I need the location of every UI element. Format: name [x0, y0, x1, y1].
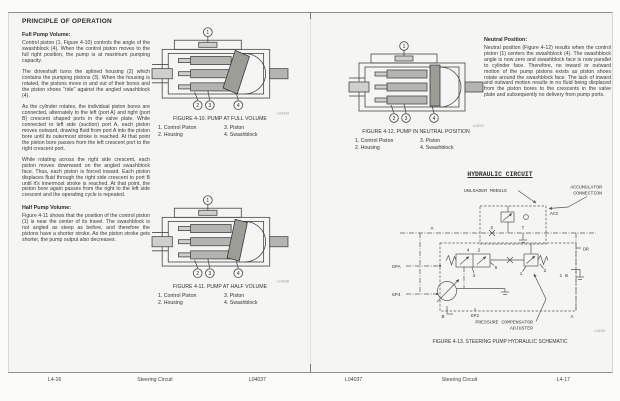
label-gpa: GPA [392, 265, 401, 270]
check-valve [524, 215, 529, 220]
footer-doc-code: L04037 [248, 377, 266, 383]
left-text-column [22, 18, 150, 249]
heading-neutral-position: Neutral Position: [484, 37, 528, 43]
heading-half-pump-volume: Half Pump Volume: [22, 205, 72, 212]
label-pressure-compensator: PRESSURE COMPENSATOR [475, 320, 533, 326]
paragraph: Control piston (1, Figure 4-10) controls the angle of the swashblock (4). When the control piston moves to the full right position, the pump is at maximum pumping capacity. [22, 40, 150, 64]
label-port-b: B [441, 315, 445, 320]
pump-full-volume-diagram [150, 24, 290, 115]
figure-4-13 [390, 182, 610, 334]
heading-hydraulic-circuit: HYDRAULIC CIRCUIT [467, 171, 533, 178]
callout-4: 4 [236, 270, 240, 277]
divider-tick-top [310, 12, 311, 19]
pump-symbol [438, 282, 457, 301]
figure-art-code: L04033 [277, 111, 289, 116]
callout-1: 1 [206, 29, 210, 36]
figure-legend [150, 293, 290, 306]
callout-4: 4 [236, 102, 240, 109]
pump-half-volume-diagram [150, 192, 290, 283]
callout-1: 1 [519, 272, 523, 277]
pump-boundary-box [440, 243, 576, 311]
footer-chapter-title: Steering Circuit [137, 377, 173, 383]
figure-caption: FIGURE 4-12. PUMP IN NEUTRAL POSITION [362, 129, 470, 135]
legend-item: 1. Control Piston [355, 138, 394, 144]
callout-3: 3 [404, 115, 408, 122]
page-center-divider [310, 12, 311, 371]
legend-item: 2. Housing [355, 144, 380, 151]
label-accumulator: ACCUMULATOR [570, 185, 602, 191]
callout-4: 4 [432, 115, 436, 122]
compensator-valve [524, 254, 538, 266]
callout-3: 3 [208, 270, 212, 277]
legend-item: 4. Swashblock [224, 131, 258, 138]
right-text-column [484, 37, 611, 105]
figure-caption: FIGURE 4-11. PUMP AT HALF VOLUME [172, 284, 268, 291]
legend-item: 3. Piston [420, 138, 441, 144]
heading-full-pump-volume: Full Pump Volume: [22, 32, 71, 38]
footer-left-page [48, 377, 266, 383]
label-connection: CONNECTION [573, 191, 602, 197]
label-dr-port: DR [583, 247, 589, 253]
figure-4-11 [150, 192, 290, 306]
legend-item: 2. Housing [158, 131, 183, 138]
callout-2: 2 [392, 115, 396, 122]
callout-1: 1 [402, 43, 406, 50]
footer-right-page [345, 377, 570, 383]
label-adjuster: ADJUSTER [509, 326, 533, 332]
figure-4-10 [150, 24, 290, 138]
footer-chapter-title: Steering Circuit [441, 377, 478, 383]
label-port-a-bottom: A [570, 315, 574, 320]
callout-5: 5 [494, 266, 498, 271]
figure-caption: FIGURE 4-13. STEERING PUMP HYDRAULIC SCHEMATIC [432, 339, 568, 345]
footer-page-number: L4-16 [48, 377, 62, 383]
figure-4-12 [347, 38, 485, 151]
spool-spring [446, 256, 456, 266]
callout-2b: 2 [543, 269, 547, 274]
paragraph: Figure 4-11 shows that the position of the control piston (1) is near the center of its travel. The swashblock is not angled as steep as before, and therefore the pistons have a shorter stroke. As the piston stroke gets shorter, the pump output also decreases. [22, 213, 150, 243]
callout-1: 1 [206, 197, 210, 204]
paragraph: While rotating across the right side crescent, each piston moves downward on the angled swashblock face. Thus, each piston is forced inward. Each piston displaces fluid through the right side crescent to port B until it's innermost stroke is reached. At that point, the piston bore again passes from the right to the left side crescent and the operating cycle is repeated. [22, 156, 150, 199]
legend-item: 3. Piston [224, 293, 245, 300]
compensator-spring [538, 256, 548, 265]
divider-tick-bottom [310, 364, 311, 372]
figure-art-code: L04037 [472, 124, 484, 128]
pump-neutral-position-diagram [347, 38, 485, 128]
label-gp4: GP4 [392, 293, 401, 298]
callout-3: 3 [472, 274, 476, 279]
figure-art-code: L04036 [277, 279, 289, 284]
footer-page-number: L4-17 [556, 377, 570, 383]
legend-item: 1. Control Piston [158, 293, 197, 300]
legend-item: 3. Piston [224, 125, 245, 132]
paragraph: Neutral position (Figure 4-12) results when the control piston (1) centers the swashblock (4). The swashblock angle is now zero and swashblock face is now parallel to cylinder face. Therefore, no inward or outward motion of the pump pistons exists as piston shoes rotate around the swashblock face. The lack of inward and outward motion results in no fluid being displaced from the piston bores to the crescents in the valve plate and subsequently no delivery from pump ports. [484, 45, 611, 99]
callout-2: 2 [196, 102, 200, 109]
label-port-t: T [521, 226, 525, 232]
figure-legend [347, 138, 485, 151]
callout-4: 4 [466, 248, 470, 254]
legend-item: 4. Swashblock [224, 299, 258, 306]
paragraph: The driveshaft turns the splined housing (2) which contains the pumping pistons (3). When the housing is rotated, the pistons move in and out of their bores and the piston shoes "ride" against the angled swashblock (4). [22, 69, 150, 99]
label-port-a: A [430, 226, 434, 232]
callout-2: 2 [196, 270, 200, 277]
legend-item: 1. Control Piston [158, 125, 197, 132]
paragraph: As the cylinder rotates, the individual piston bores are connected, alternately to the left (port A) and right (port B) crescent shaped ports in the valve plate. While connected to left side (suction) port A, each piston moves outward, drawing fluid from port A into the piston bore until its outermost stroke is reached. At that point the piston bore passes from the left crescent port to the right crescent port. [22, 104, 150, 152]
legend-item: 2. Housing [158, 299, 183, 306]
section-title: PRINCIPLE OF OPERATION [22, 18, 112, 25]
footer-doc-code: L04037 [345, 377, 363, 383]
label-1b: 1 B [559, 274, 568, 279]
figure-caption: FIGURE 4-10. PUMP AT FULL VOLUME [173, 116, 267, 123]
label-acc-port: ACC [550, 212, 559, 217]
label-unloader-module: UNLOADER MODULE [464, 189, 508, 194]
hydraulic-schematic [390, 182, 610, 334]
label-gp2: GP2 [470, 314, 480, 319]
callout-3: 3 [208, 102, 212, 109]
figure-legend [150, 125, 290, 138]
label-port-p: P [490, 226, 494, 232]
callout-2: 2 [477, 248, 481, 254]
figure-art-code: L04039 [594, 329, 605, 333]
legend-item: 4. Swashblock [420, 144, 454, 151]
swashblock-neutral [430, 65, 440, 106]
